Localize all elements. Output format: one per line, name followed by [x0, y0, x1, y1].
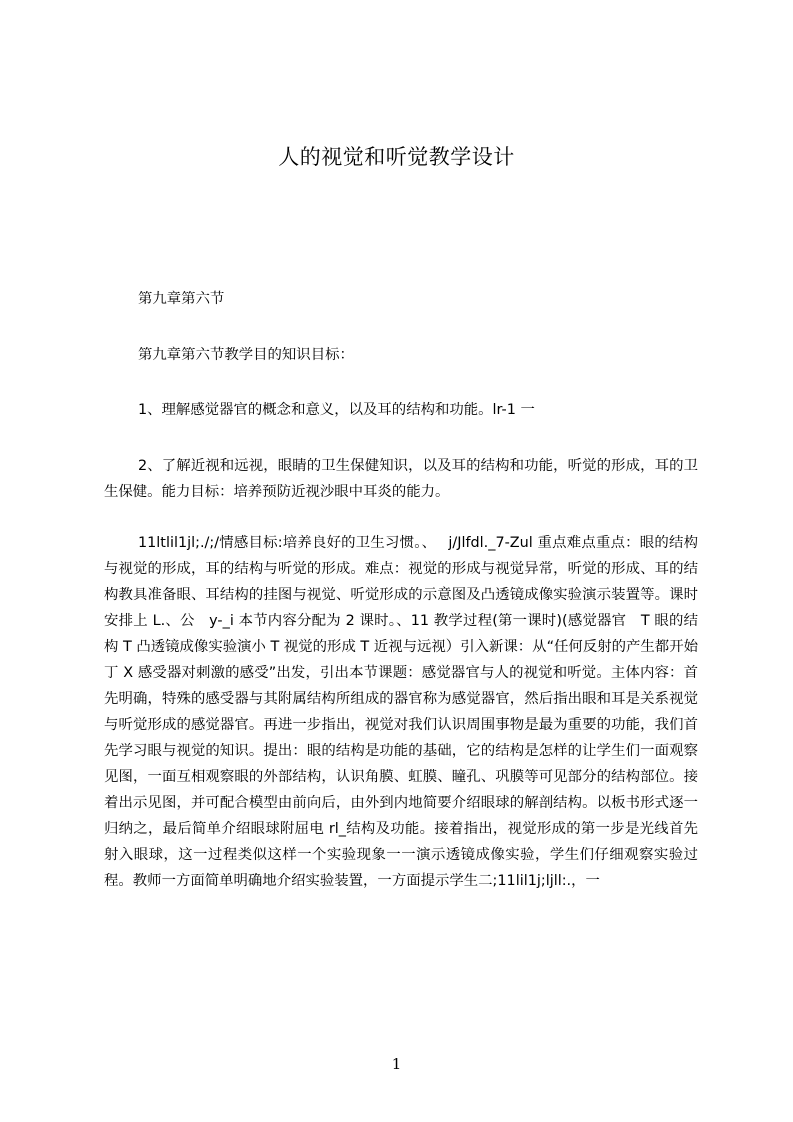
page-number: 1	[391, 1055, 402, 1073]
chapter-heading: 第九章第六节	[138, 291, 225, 307]
body-paragraph: 11ltlil1jl;./;/情感目标:培养良好的卫生习惯。、 j/Jlfdl._7-Zul 重点难点重点：眼的结构与视觉的形成，耳的结构与听觉的形成。难点：视觉的形成与视觉异常，听觉的形成、耳的结构教具准备眼、耳结构的挂图与视觉、听觉形成的示意图及凸透镜成像实验演示装置等。课时安排上 L.、公 y-_i 本节内容分配为 2 课时。、11 教学过程(第一课时)(感觉器官 T 眼的结构 T 凸透镜成像实验演小 T 视觉的形成 T 近视与远视）引入新课：从“任何反射的产生都开始丁 X 感受器对刺激的感受”出发，引出本节课题：感觉器官与人的视觉和听觉。主体内容：首先明确，特殊的感受器与其附属结构所组成的器官称为感觉器官，然后指出眼和耳是关系视觉与听觉形成的感觉器官。再进一步指出，视觉对我们认识周围事物是最为重要的功能，我们首先学习眼与视觉的知识。提出：眼的结构是功能的基础，它的结构是怎样的让学生们一面观察见图，一面互相观察眼的外部结构，认识角膜、虹膜、瞳孔、巩膜等可见部分的结构部位。接着出示见图，并可配合模型由前向后，由外到内地简要介绍眼球的解剖结构。以板书形式逐一归纳之，最后简单介绍眼球附屈电 rl_结构及功能。接着指出，视觉形成的第一步是光线首先射入眼球，这一过程类似这样一个实验现象一一演示透镜成像实验，学生们仔细观察实验过程。教师一方面简单明确地介绍实验装置，一方面提示学生二;11lil1j;ljll:.，一	[104, 535, 698, 889]
objective-item-2: 2、了解近视和远视，眼睛的卫生保健知识，以及耳的结构和功能，听觉的形成，耳的卫生保健。能力目标：培养预防近视沙眼中耳炎的能力。	[104, 458, 698, 500]
objective-item-1: 1、理解感觉器官的概念和意义，以及耳的结构和功能。lr-1 一	[138, 402, 535, 418]
document-title: 人的视觉和听觉教学设计	[278, 145, 515, 169]
teaching-objectives-heading: 第九章第六节教学目的知识目标：	[138, 347, 354, 363]
